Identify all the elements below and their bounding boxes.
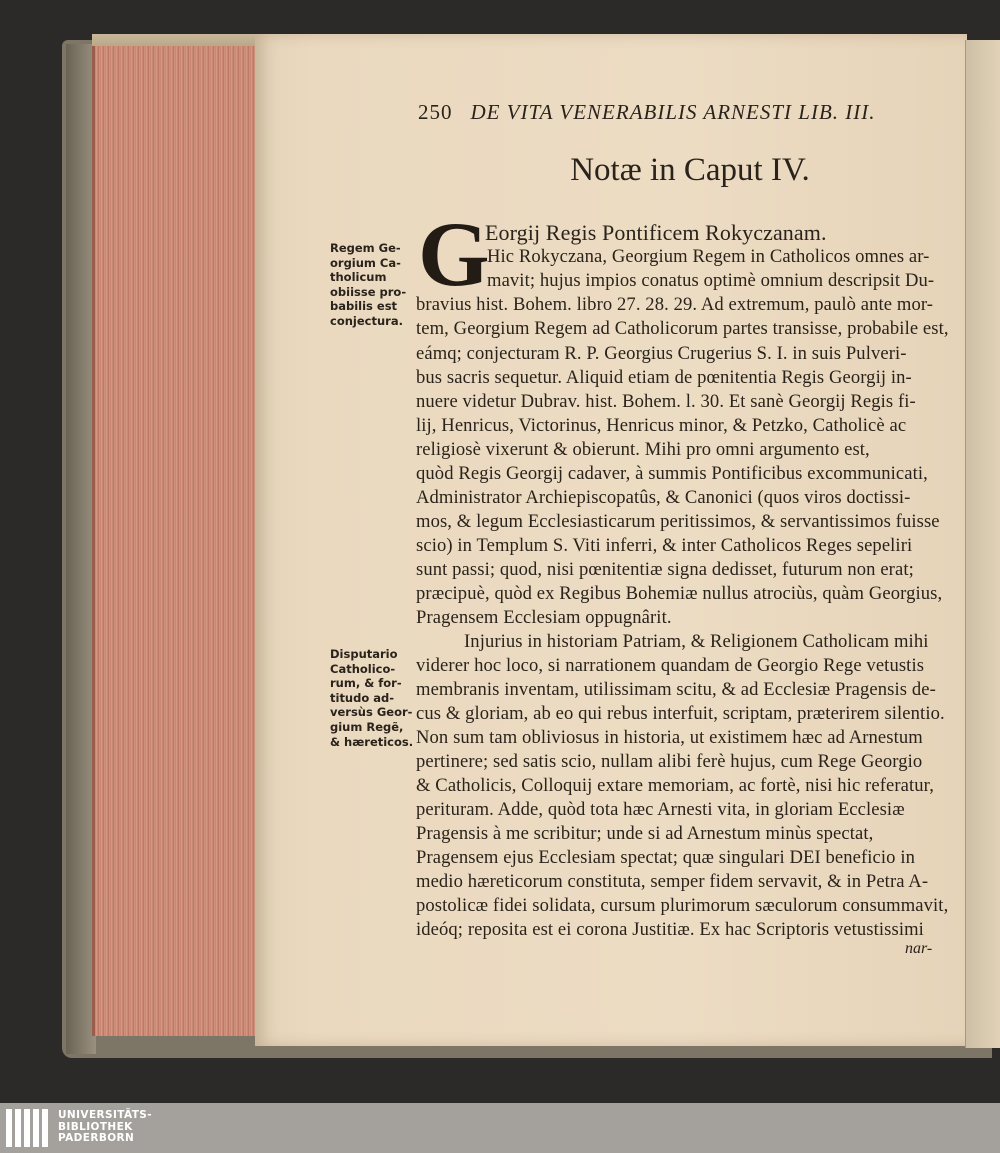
library-name-line: BIBLIOTHEK — [58, 1120, 133, 1133]
margin-note-line: versùs Geor- — [330, 705, 413, 720]
margin-note-line: obiisse pro- — [330, 284, 407, 299]
body-line: Administrator Archiepiscopatûs, & Canonici (quos viros doctissi- — [416, 487, 911, 508]
body-line: Pragensem Ecclesiam oppugnârit. — [416, 607, 672, 628]
library-name-line: PADERBORN — [58, 1132, 135, 1145]
page-number: 250 — [418, 100, 453, 124]
margin-note-line: Disputario — [330, 647, 398, 661]
body-line: mavit; hujus impios conatus optimè omnium descripsit Du- — [487, 270, 935, 291]
body-line: perituram. Adde, quòd tota hæc Arnesti vita, in gloriam Ecclesiæ — [416, 799, 905, 820]
library-name — [58, 1110, 152, 1145]
margin-note-line: orgium Ca- — [330, 255, 401, 270]
body-line: medio hæreticorum constituta, semper fidem servavit, & in Petra A- — [416, 871, 929, 892]
margin-note-line: Regem Ge- — [330, 241, 401, 255]
facing-page-edge — [965, 40, 1000, 1048]
catchword: nar- — [905, 940, 933, 957]
body-line: Hic Rokyczana, Georgium Regem in Catholicos omnes ar- — [487, 246, 930, 267]
body-line: Non sum tam obliviosus in historia, ut existimem hæc ad Arnestum — [416, 727, 923, 748]
margin-note-2 — [330, 647, 413, 749]
body-line: bravius hist. Bohem. libro 27. 28. 29. Ad extremum, paulò ante mor- — [416, 294, 934, 315]
body-line: nuere videtur Dubrav. hist. Bohem. l. 30. Et sanè Georgij Regis fi- — [416, 391, 916, 412]
body-line: tem, Georgium Regem ad Catholicorum partes transisse, probabile est, — [416, 318, 949, 339]
body-line: membranis inventam, utilissimam scitu, & ad Ecclesiæ Pragensis de- — [416, 679, 936, 700]
margin-note-1 — [330, 241, 406, 329]
running-head-text: DE VITA VENERABILIS ARNESTI LIB. III. — [470, 100, 876, 124]
library-name-line: UNIVERSITÄTS- — [58, 1109, 153, 1121]
margin-note-line: tholicum — [330, 270, 387, 285]
body-line: mos, & legum Ecclesiasticarum peritissimos, & servantissimos fuisse — [416, 511, 940, 532]
library-footer — [0, 1103, 1000, 1153]
body-line: religiosè vixerunt & obierunt. Mihi pro omni argumento est, — [416, 439, 870, 460]
body-line: præcipuè, quòd ex Regibus Bohemiæ nullus atrociùs, quàm Georgius, — [416, 583, 943, 604]
body-line: sunt passi; quod, nisi pœnitentiæ signa dedisset, futurum non erat; — [416, 559, 914, 580]
margin-note-line: titudo ad- — [330, 690, 395, 705]
body-line: Injurius in historiam Patriam, & Religionem Catholicam mihi — [464, 631, 929, 652]
margin-note-line: Catholico- — [330, 661, 396, 676]
page-edges-top — [92, 34, 262, 46]
body-line: postolicæ fidei solidata, cursum plurimorum sæculorum consummavit, — [416, 895, 949, 916]
body-line: lij, Henricus, Victorinus, Henricus minor, & Petzko, Catholicè ac — [416, 415, 907, 436]
body-line: bus sacris sequetur. Aliquid etiam de pœnitentia Regis Georgij in- — [416, 367, 912, 388]
body-line: Eorgij Regis Pontificem Rokyczanam. — [485, 220, 827, 245]
body-line: Pragensem ejus Ecclesiam spectat; quæ singulari DEI beneficio in — [416, 847, 915, 868]
margin-note-line: & hæreticos. — [330, 734, 414, 749]
margin-note-line: babilis est — [330, 299, 398, 314]
body-line: pertinere; sed satis scio, nullam alibi ferè hujus, cum Rege Georgio — [416, 751, 923, 772]
margin-note-line: gium Regẽ, — [330, 719, 404, 734]
body-line: viderer hoc loco, si narrationem quandam de Georgio Rege vetustis — [416, 655, 925, 676]
margin-note-line: rum, & for- — [330, 676, 402, 691]
running-head — [418, 100, 958, 125]
body-line: scio) in Templum S. Viti inferri, & inter Catholicos Reges sepeliri — [416, 535, 913, 556]
body-line: ideóq; reposita est ei corona Justitiæ. Ex hac Scriptoris vetustissimi — [416, 919, 924, 940]
body-line: cus & gloriam, ab eo qui rebus interfuit, scriptam, præterirem silentio. — [416, 703, 945, 724]
page-edges — [92, 34, 265, 1036]
body-line: Pragensis à me scribitur; unde si ad Arnestum minùs spectat, — [416, 823, 874, 844]
chapter-notes-title: Notæ in Caput IV. — [570, 152, 810, 188]
body-line: quòd Regis Georgij cadaver, à summis Pontificibus excommunicati, — [416, 463, 928, 484]
library-logo-icon — [6, 1109, 50, 1147]
body-line: & Catholicis, Colloquij extare memoriam, ac fortè, nisi hic referatur, — [416, 775, 934, 796]
margin-note-line: conjectura. — [330, 313, 403, 328]
body-line: eámq; conjecturam R. P. Georgius Crugerius S. I. in suis Pulveri- — [416, 343, 907, 364]
drop-cap: G — [418, 203, 490, 305]
